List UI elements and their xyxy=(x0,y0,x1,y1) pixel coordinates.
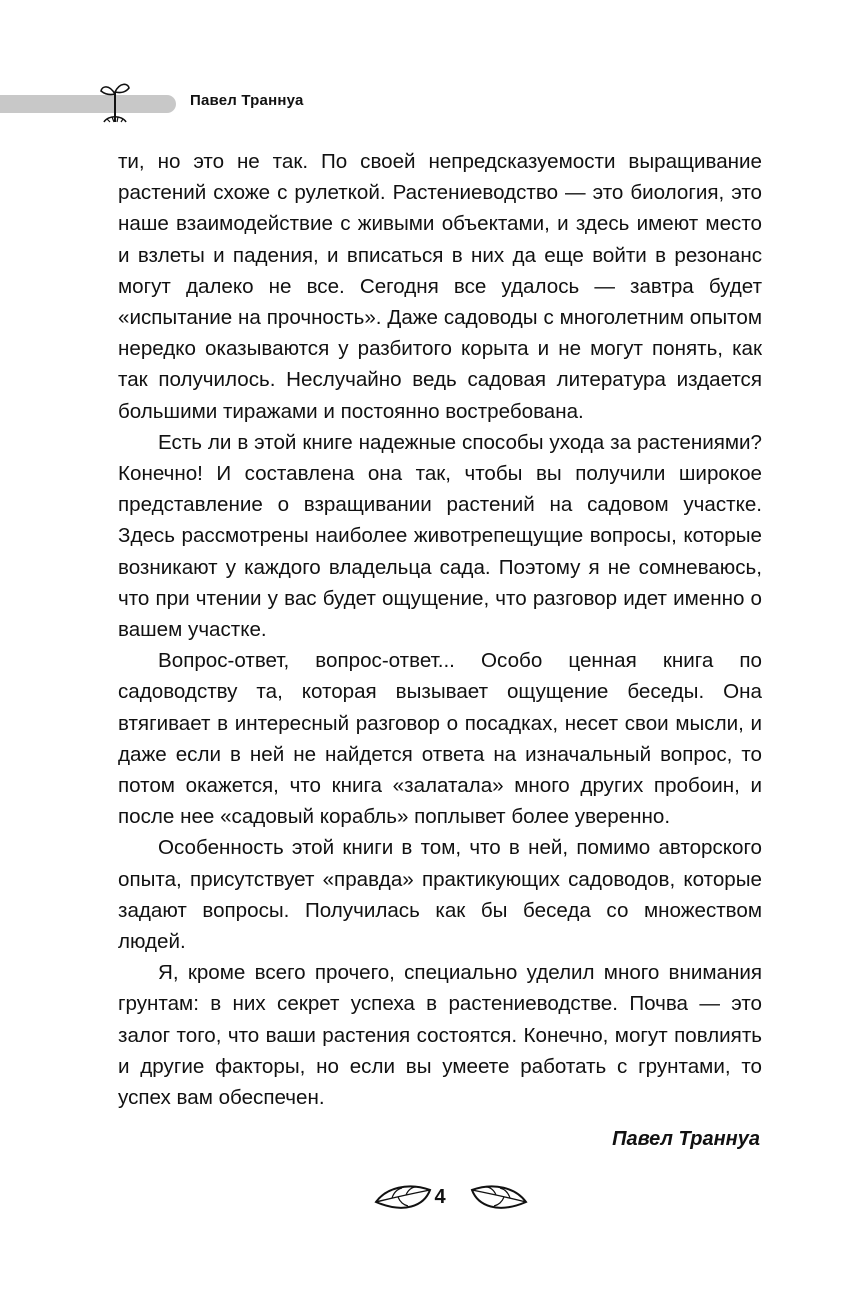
page-footer xyxy=(0,1176,844,1226)
paragraph: Вопрос-ответ, вопрос-ответ... Особо ценная книга по садоводству та, которая вызывает ощущение беседы. Она втягивает в интересный разговор о посадках, несет свои мысли, и даже если в ней не найдется ответа на изначальный вопрос, то потом окажется, что книга «залатала» много других пробоин, и после нее «садовый корабль» поплывет более уверенно. xyxy=(118,649,762,829)
paragraph: Есть ли в этой книге надежные способы ухода за растениями? Конечно! И составлена она так, чтобы вы получили широкое представление о взращивании растений на садовом участке. Здесь рассмотрены наиболее животрепещущие вопросы, которые возникают у каждого владельца сада. Поэтому я не сомневаюсь, что при чтении у вас будет ощущение, что разговор идет именно о вашем участке. xyxy=(118,430,762,642)
signature: Павел Траннуа xyxy=(612,1128,760,1150)
paragraph: Я, кроме всего прочего, специально уделил много внимания грунтам: в них секрет успеха в растениеводстве. Почва — это залог того, что ваши растения состоятся. Конечно, могут повлиять и другие факторы, но если вы умеете работать с грунтами, то успех вам обеспечен. xyxy=(118,961,762,1110)
header-bar xyxy=(0,95,176,113)
leaf-icon xyxy=(466,1180,530,1216)
header-author: Павел Траннуа xyxy=(190,92,304,109)
page-number: 4 xyxy=(434,1186,446,1208)
paragraph: ти, но это не так. По своей непредсказуемости выращивание растений схоже с рулеткой. Растениеводство — это биология, это наше взаимодействие с живыми объектами, и здесь имеют место и взлеты и падения, и вписаться в них да еще войти в резонанс могут далеко не все. Сегодня все удалось — завтра будет «испытание на прочность». Даже садоводы с многолетним опытом нередко оказываются у разбитого корыта и не могут понять, как так получилось. Неслучайно ведь садовая литература издается большими тиражами и постоянно востребована. xyxy=(118,150,762,423)
paragraph: Особенность этой книги в том, что в ней, помимо авторского опыта, присутствует «правда» практикующих садоводов, которые задают вопросы. Получилась как бы беседа со множеством людей. xyxy=(118,836,762,954)
main-text xyxy=(118,146,762,1113)
sprout-icon xyxy=(98,78,132,124)
running-header xyxy=(0,78,844,126)
